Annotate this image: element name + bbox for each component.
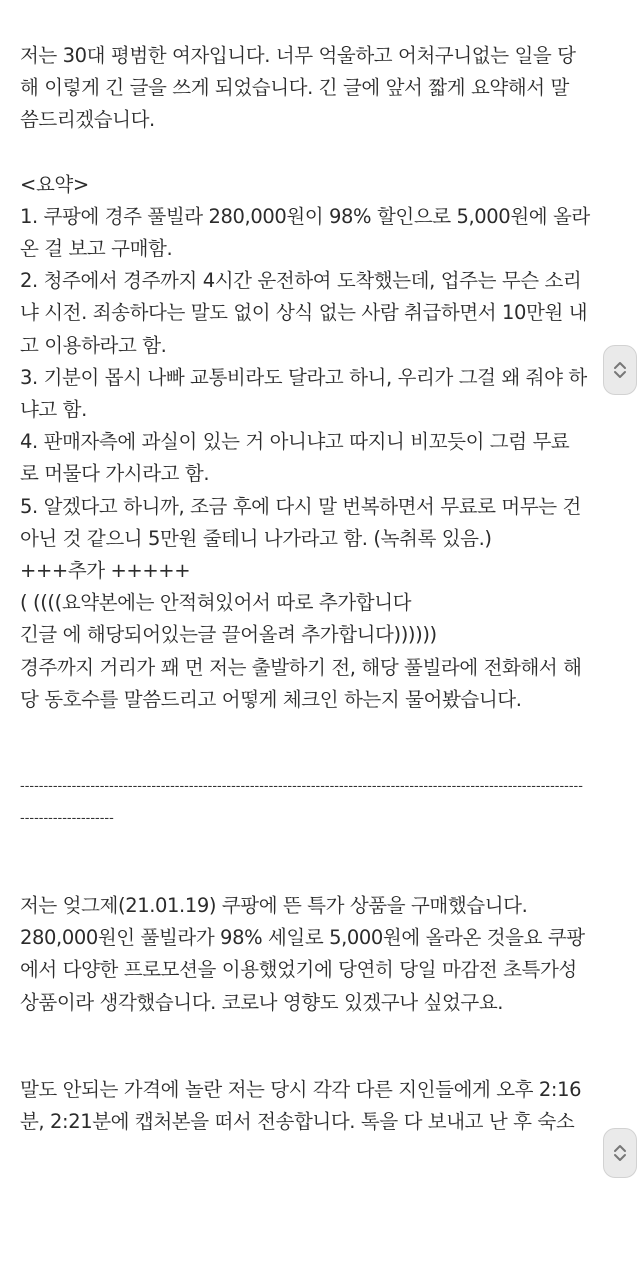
chevron-up-icon (613, 360, 627, 370)
text-line: 말도 안되는 가격에 놀란 저는 당시 각각 다른 지인들에게 오후 2:16 (20, 1077, 582, 1101)
intro-paragraph (20, 40, 636, 137)
text-line: 해 이렇게 긴 글을 쓰게 되었습니다. 긴 글에 앞서 짧게 요약해서 말 (20, 76, 569, 100)
text-line: 저는 엊그제(21.01.19) 쿠팡에 뜬 특가 상품을 구매했습니다. (20, 894, 528, 918)
text-line: ( ((((요약본에는 안적혀있어서 따로 추가합니다 (20, 591, 412, 615)
text-line: 3. 기분이 몹시 나빠 교통비라도 달라고 하니, 우리가 그걸 왜 줘야 하 (20, 365, 587, 389)
scroll-button-bottom[interactable] (603, 1128, 637, 1178)
text-line: 아닌 것 같으니 5만원 줄테니 나가라고 함. (녹취록 있음.) (20, 526, 492, 550)
chevron-down-icon (613, 1153, 627, 1163)
text-line: 경주까지 거리가 꽤 먼 저는 출발하기 전, 해당 풀빌라에 전화해서 해 (20, 655, 582, 679)
text-line: 저는 30대 평범한 여자입니다. 너무 억울하고 어처구니없는 일을 당 (20, 44, 576, 67)
summary-section (20, 169, 636, 716)
text-line: 온 걸 보고 구매함. (20, 237, 173, 261)
text-line: 상품이라 생각했습니다. 코로나 영향도 있겠구나 싶었구요. (20, 990, 504, 1014)
chevron-up-icon (613, 1143, 627, 1153)
text-line: 2. 청주에서 경주까지 4시간 운전하여 도착했는데, 업주는 무슨 소리 (20, 269, 582, 293)
text-line: 냐고 함. (20, 398, 87, 422)
tail-paragraph (20, 1074, 636, 1138)
text-line: 4. 판매자측에 과실이 있는 거 아니냐고 따지니 비꼬듯이 그럼 무료 (20, 430, 570, 454)
divider-line: -------------------- (20, 811, 114, 827)
divider-line: ------------------------------------------------------------------------------------------------------------------------ (20, 779, 583, 795)
text-line: 냐 시전. 죄송하다는 말도 없이 상식 없는 사람 취급하면서 10만원 내 (20, 301, 588, 325)
text-line: 분, 2:21분에 캡처본을 떠서 전송합니다. 톡을 다 보내고 난 후 숙소 (20, 1110, 575, 1134)
spacer (20, 137, 636, 169)
body-paragraph (20, 890, 636, 1019)
spacer (20, 1019, 636, 1074)
spacer (20, 835, 636, 890)
scroll-button-top[interactable] (603, 345, 637, 395)
text-line: 에서 다양한 프로모션을 이용했었기에 당연히 당일 마감전 초특가성 (20, 958, 577, 982)
text-line: 1. 쿠팡에 경주 풀빌라 280,000원이 98% 할인으로 5,000원에 올라 (20, 204, 590, 228)
text-line: 당 동호수를 말씀드리고 어떻게 체크인 하는지 물어봤습니다. (20, 687, 522, 711)
text-line: <요약> (20, 172, 89, 196)
text-line: +++추가 +++++ (20, 559, 191, 583)
text-line: 280,000원인 풀빌라가 98% 세일로 5,000원에 올라온 것을요 쿠팡 (20, 926, 585, 950)
text-line: 5. 알겠다고 하니까, 조금 후에 다시 말 번복하면서 무료로 머무는 건 (20, 494, 581, 518)
text-line: 긴글 에 해당되어있는글 끌어올려 추가합니다)))))) (20, 623, 437, 647)
text-line: 로 머물다 가시라고 함. (20, 462, 210, 486)
chevron-down-icon (613, 370, 627, 380)
spacer (20, 716, 636, 771)
text-line: 고 이용하라고 함. (20, 333, 167, 357)
text-line: 씀드리겠습니다. (20, 108, 155, 132)
section-divider (20, 771, 636, 835)
